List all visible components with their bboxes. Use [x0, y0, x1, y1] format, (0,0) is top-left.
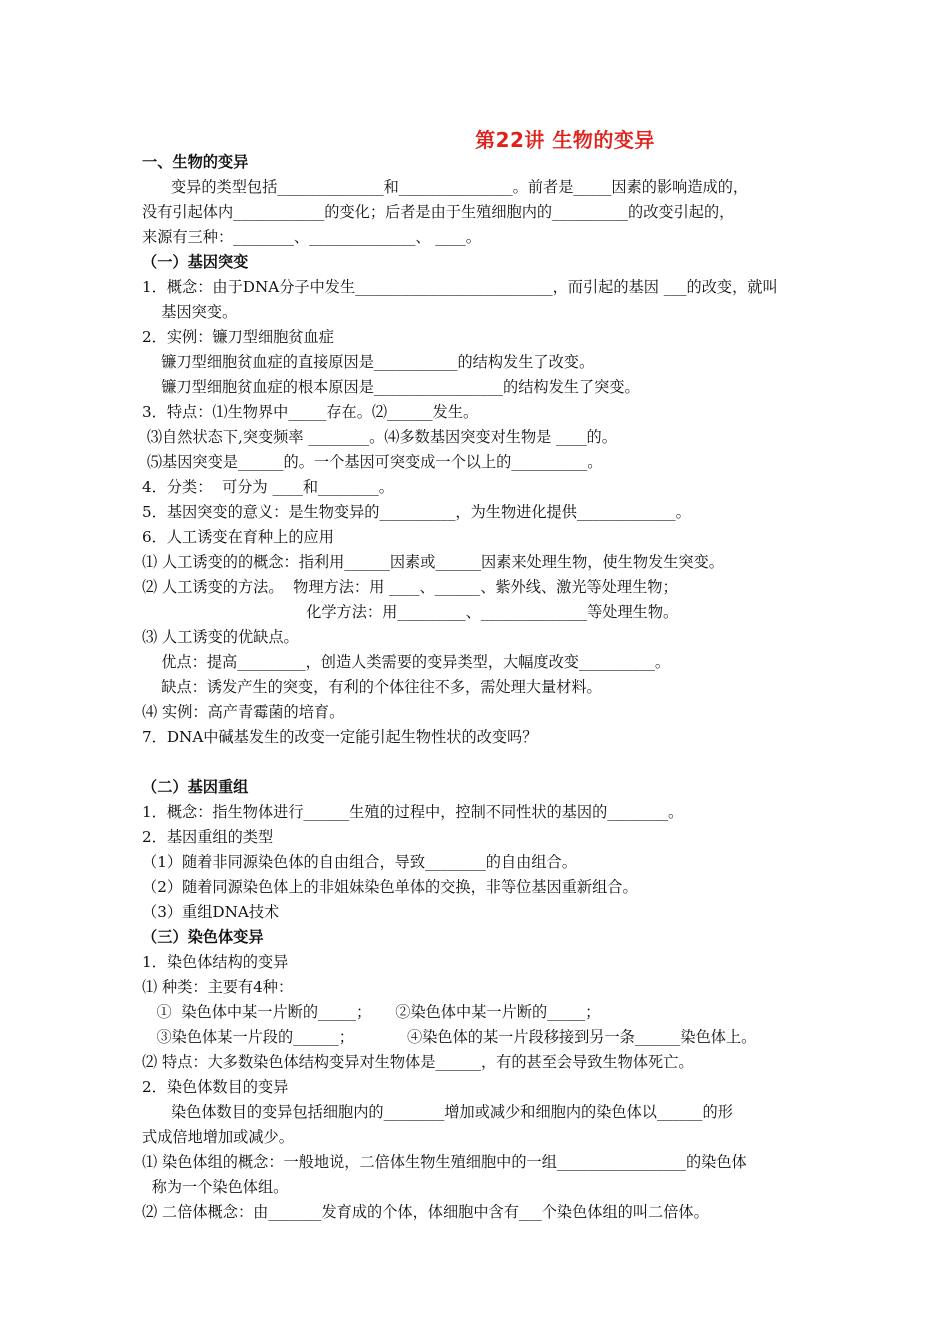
text-line: 5．基因突变的意义：是生物变异的__________，为生物进化提供_____________。 — [142, 503, 691, 521]
subsection-heading: （三）染色体变异 — [142, 928, 264, 946]
page-title: 第22讲 生物的变异 — [475, 128, 655, 152]
subsection-heading: （二）基因重组 — [142, 778, 249, 796]
text-line: ⑷ 实例：高产青霉菌的培育。 — [142, 703, 345, 721]
text-line: 镰刀型细胞贫血症的根本原因是_________________的结构发生了突变。 — [142, 378, 640, 396]
text-line: ⑴ 种类：主要有4种： — [142, 978, 294, 996]
text-line: 1．概念：指生物体进行______生殖的过程中，控制不同性状的基因的________。 — [142, 803, 684, 821]
text-line: 2．基因重组的类型 — [142, 828, 274, 846]
question-line: 7．DNA中碱基发生的改变一定能引起生物性状的改变吗？ — [142, 728, 538, 746]
text-line: 1．概念：由于DNA分子中发生__________________________，而引起的基因 ___的改变，就叫 — [142, 278, 778, 296]
text-line: ⑶ 人工诱变的优缺点。 — [142, 628, 299, 646]
text-line: ⑵ 特点：大多数染色体结构变异对生物体是______，有的甚至会导致生物体死亡。 — [142, 1053, 694, 1071]
subsection-heading: （一）基因突变 — [142, 253, 249, 271]
text-line: 缺点：诱发产生的突变，有利的个体往往不多，需处理大量材料。 — [142, 678, 602, 696]
text-line: 变异的类型包括______________和_______________。前者是_____因素的影响造成的， — [142, 178, 749, 196]
text-line: 称为一个染色体组。 — [142, 1178, 289, 1196]
text-line: 1．染色体结构的变异 — [142, 953, 289, 971]
text-line: 2．染色体数目的变异 — [142, 1078, 289, 1096]
text-line: 2．实例：镰刀型细胞贫血症 — [142, 328, 334, 346]
text-line: 3．特点：⑴生物界中_____存在。⑵______发生。 — [142, 403, 479, 421]
text-line: （1）随着非同源染色体的自由组合，导致________的自由组合。 — [142, 853, 577, 871]
text-line: （2）随着同源染色体上的非姐妹染色单体的交换，非等位基因重新组合。 — [142, 878, 638, 896]
text-line: 4．分类： 可分为 ____和________。 — [142, 478, 394, 496]
section-heading: 一、生物的变异 — [142, 153, 249, 171]
text-line: ⑵ 二倍体概念：由_______发育成的个体，体细胞中含有___个染色体组的叫二倍体。 — [142, 1203, 709, 1221]
text-line: ① 染色体中某一片断的_____； ②染色体中某一片断的_____； — [142, 1003, 601, 1021]
text-line: 6．人工诱变在育种上的应用 — [142, 528, 334, 546]
text-line: 染色体数目的变异包括细胞内的________增加或减少和细胞内的染色体以______的形 — [142, 1103, 733, 1121]
text-line: 来源有三种：________、______________、 ____。 — [142, 228, 481, 246]
text-line: 镰刀型细胞贫血症的直接原因是___________的结构发生了改变。 — [142, 353, 595, 371]
text-line: 化学方法：用_________、______________等处理生物。 — [142, 603, 679, 621]
text-line: 基因突变。 — [142, 303, 238, 321]
text-line: ⑸基因突变是______的。一个基因可突变成一个以上的__________。 — [142, 453, 603, 471]
text-line: ⑵ 人工诱变的方法。 物理方法：用 ____、______、紫外线、激光等处理生物； — [142, 578, 678, 596]
text-line: ③染色体某一片段的______； ④染色体的某一片段移接到另一条______染色体上。 — [142, 1028, 757, 1046]
text-line: ⑶自然状态下,突变频率 ________。⑷多数基因突变对生物是 ____的。 — [142, 428, 617, 446]
text-line: ⑴ 人工诱变的的概念：指利用______因素或______因素来处理生物，使生物发生突变。 — [142, 553, 724, 571]
text-line: 式成倍地增加或减少。 — [142, 1128, 294, 1146]
text-line: 没有引起体内____________的变化；后者是由于生殖细胞内的__________的改变引起的， — [142, 203, 735, 221]
text-line: ⑴ 染色体组的概念：一般地说，二倍体生物生殖细胞中的一组_________________的染色体 — [142, 1153, 747, 1171]
text-line: 优点：提高_________，创造人类需要的变异类型，大幅度改变__________。 — [142, 653, 671, 671]
text-line: （3）重组DNA技术 — [142, 903, 280, 921]
